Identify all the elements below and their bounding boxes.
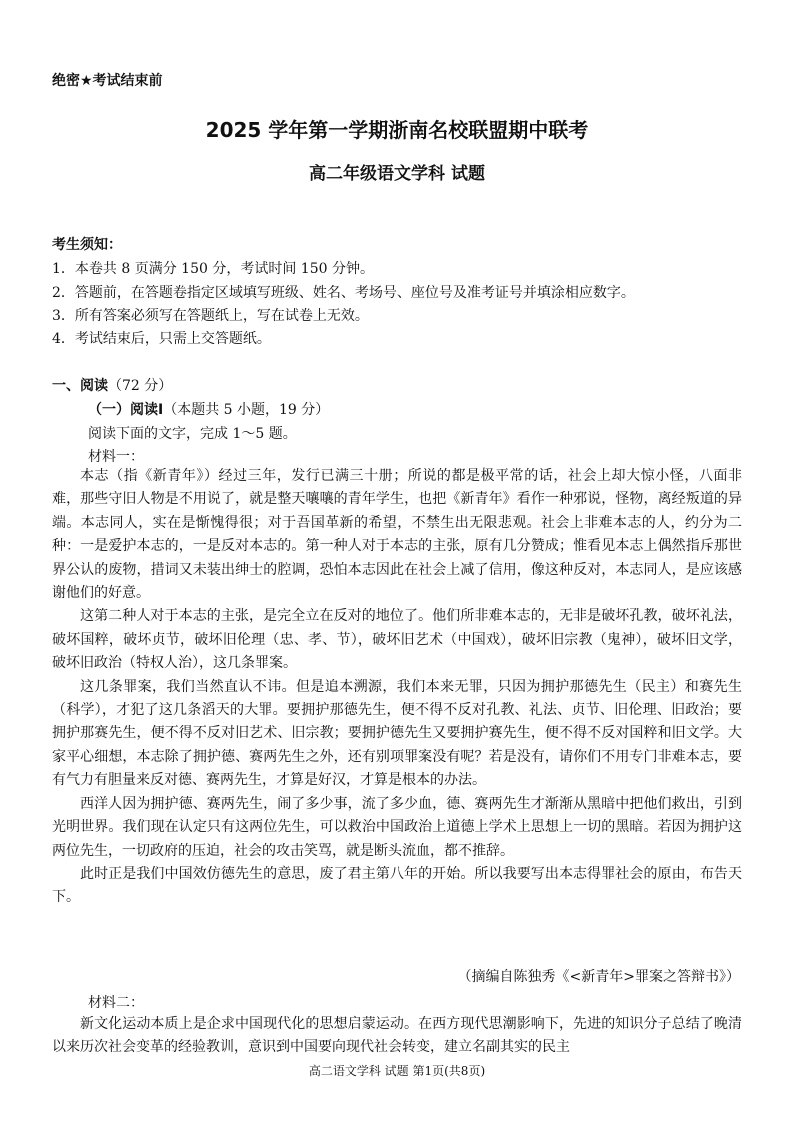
- part-heading: [88, 399, 329, 419]
- reading-instruction: 阅读下面的文字，完成 1～5 题。: [88, 426, 297, 442]
- paragraph: 本志（指《新青年》）经过三年，发行已满三十册；所说的都是极平常的话，社会上却大惊小怪，八面非难，那些守旧人物是不用说了，就是整天嚷嚷的青年学生，也把《新青年》看作一种邪说，怪物，离经叛道的异端。本志同人，实在是惭愧得很；对于吾国革新的希望，不禁生出无限悲观。社会上非难本志的人，约分为二种：一是爱护本志的，一是反对本志的。第一种人对于本志的主张，原有几分赞成；惟看见本志上偶然指斥那世界公认的废物，措词又未装出绅士的腔调，恐怕本志因此在社会上减了信用，像这种反对，本志同人，是应该感谢他们的好意。: [52, 468, 742, 602]
- exam-title: 2025 学年第一学期浙南名校联盟期中联考: [205, 118, 589, 142]
- exam-subtitle: 高二年级语文学科 试题: [309, 164, 485, 184]
- section-heading-label: 一、阅读: [52, 378, 108, 394]
- notice-item: 3．所有答案必须写在答题纸上，写在试卷上无效。: [52, 308, 369, 324]
- paragraph: 此时正是我们中国效仿德先生的意思，废了君主第八年的开始。所以我要写出本志得罪社会的原由，布告天下。: [52, 865, 742, 906]
- notice-item: 1．本卷共 8 页满分 150 分，考试时间 150 分钟。: [52, 261, 374, 277]
- page-footer: 高二语文学科 试题 第1页(共8页): [308, 1064, 486, 1078]
- material2-label: 材料二：: [88, 995, 144, 1011]
- section-score: （72 分）: [108, 378, 173, 394]
- paragraph: 这几条罪案，我们当然直认不讳。但是追本溯源，我们本来无罪，只因为拥护那德先生（民主）和赛先生（科学），才犯了这几条滔天的大罪。要拥护那德先生，便不得不反对孔教、礼法、贞节、旧伦理、旧政治；要拥护那赛先生，便不得不反对旧艺术、旧宗教；要拥护德先生又要拥护赛先生，便不得不反对国粹和旧文学。大家平心细想，本志除了拥护德、赛两先生之外，还有别项罪案没有呢？若是没有，请你们不用专门非难本志，要有气力有胆量来反对德、赛两先生，才算是好汉，才算是根本的办法。: [52, 678, 742, 789]
- material1-label: 材料一：: [88, 449, 144, 465]
- confidential-mark: 绝密★考试结束前: [52, 73, 163, 89]
- paragraph: 这第二种人对于本志的主张，是完全立在反对的地位了。他们所非难本志的，无非是破坏孔教，破坏礼法，破坏国粹，破坏贞节，破坏旧伦理（忠、孝、节），破坏旧艺术（中国戏），破坏旧宗教（鬼神），破坏旧文学，破坏旧政治（特权人治），这几条罪案。: [52, 608, 742, 672]
- notice-item: 2．答题前，在答题卷指定区域填写班级、姓名、考场号、座位号及准考证号并填涂相应数字。: [52, 285, 635, 301]
- part-score: （本题共 5 小题，19 分）: [163, 402, 330, 418]
- material2-body: [52, 1013, 742, 1060]
- part-heading-label: （一）阅读Ⅰ: [88, 402, 164, 418]
- notice-item: 4．考试结束后，只需上交答题纸。: [52, 331, 271, 347]
- notice-heading: 考生须知：: [52, 237, 122, 253]
- section-heading: [52, 375, 172, 395]
- paragraph: 西洋人因为拥护德、赛两先生，闹了多少事，流了多少血，德、赛两先生才渐渐从黑暗中把他们救出，引到光明世界。我们现在认定只有这两位先生，可以救治中国政治上道德上学术上思想上一切的黑暗。若因为拥护这两位先生，一切政府的压迫，社会的攻击笑骂，就是断头流血，都不推辞。: [52, 795, 742, 859]
- material1-source: （摘编自陈独秀《<新青年>罪案之答辩书》）: [457, 969, 740, 985]
- material1-body: [52, 465, 742, 910]
- paragraph: 新文化运动本质上是企求中国现代化的思想启蒙运动。在西方现代思潮影响下，先进的知识分子总结了晚清以来历次社会变革的经验教训，意识到中国要向现代社会转变，建立名副其实的民主: [52, 1016, 742, 1056]
